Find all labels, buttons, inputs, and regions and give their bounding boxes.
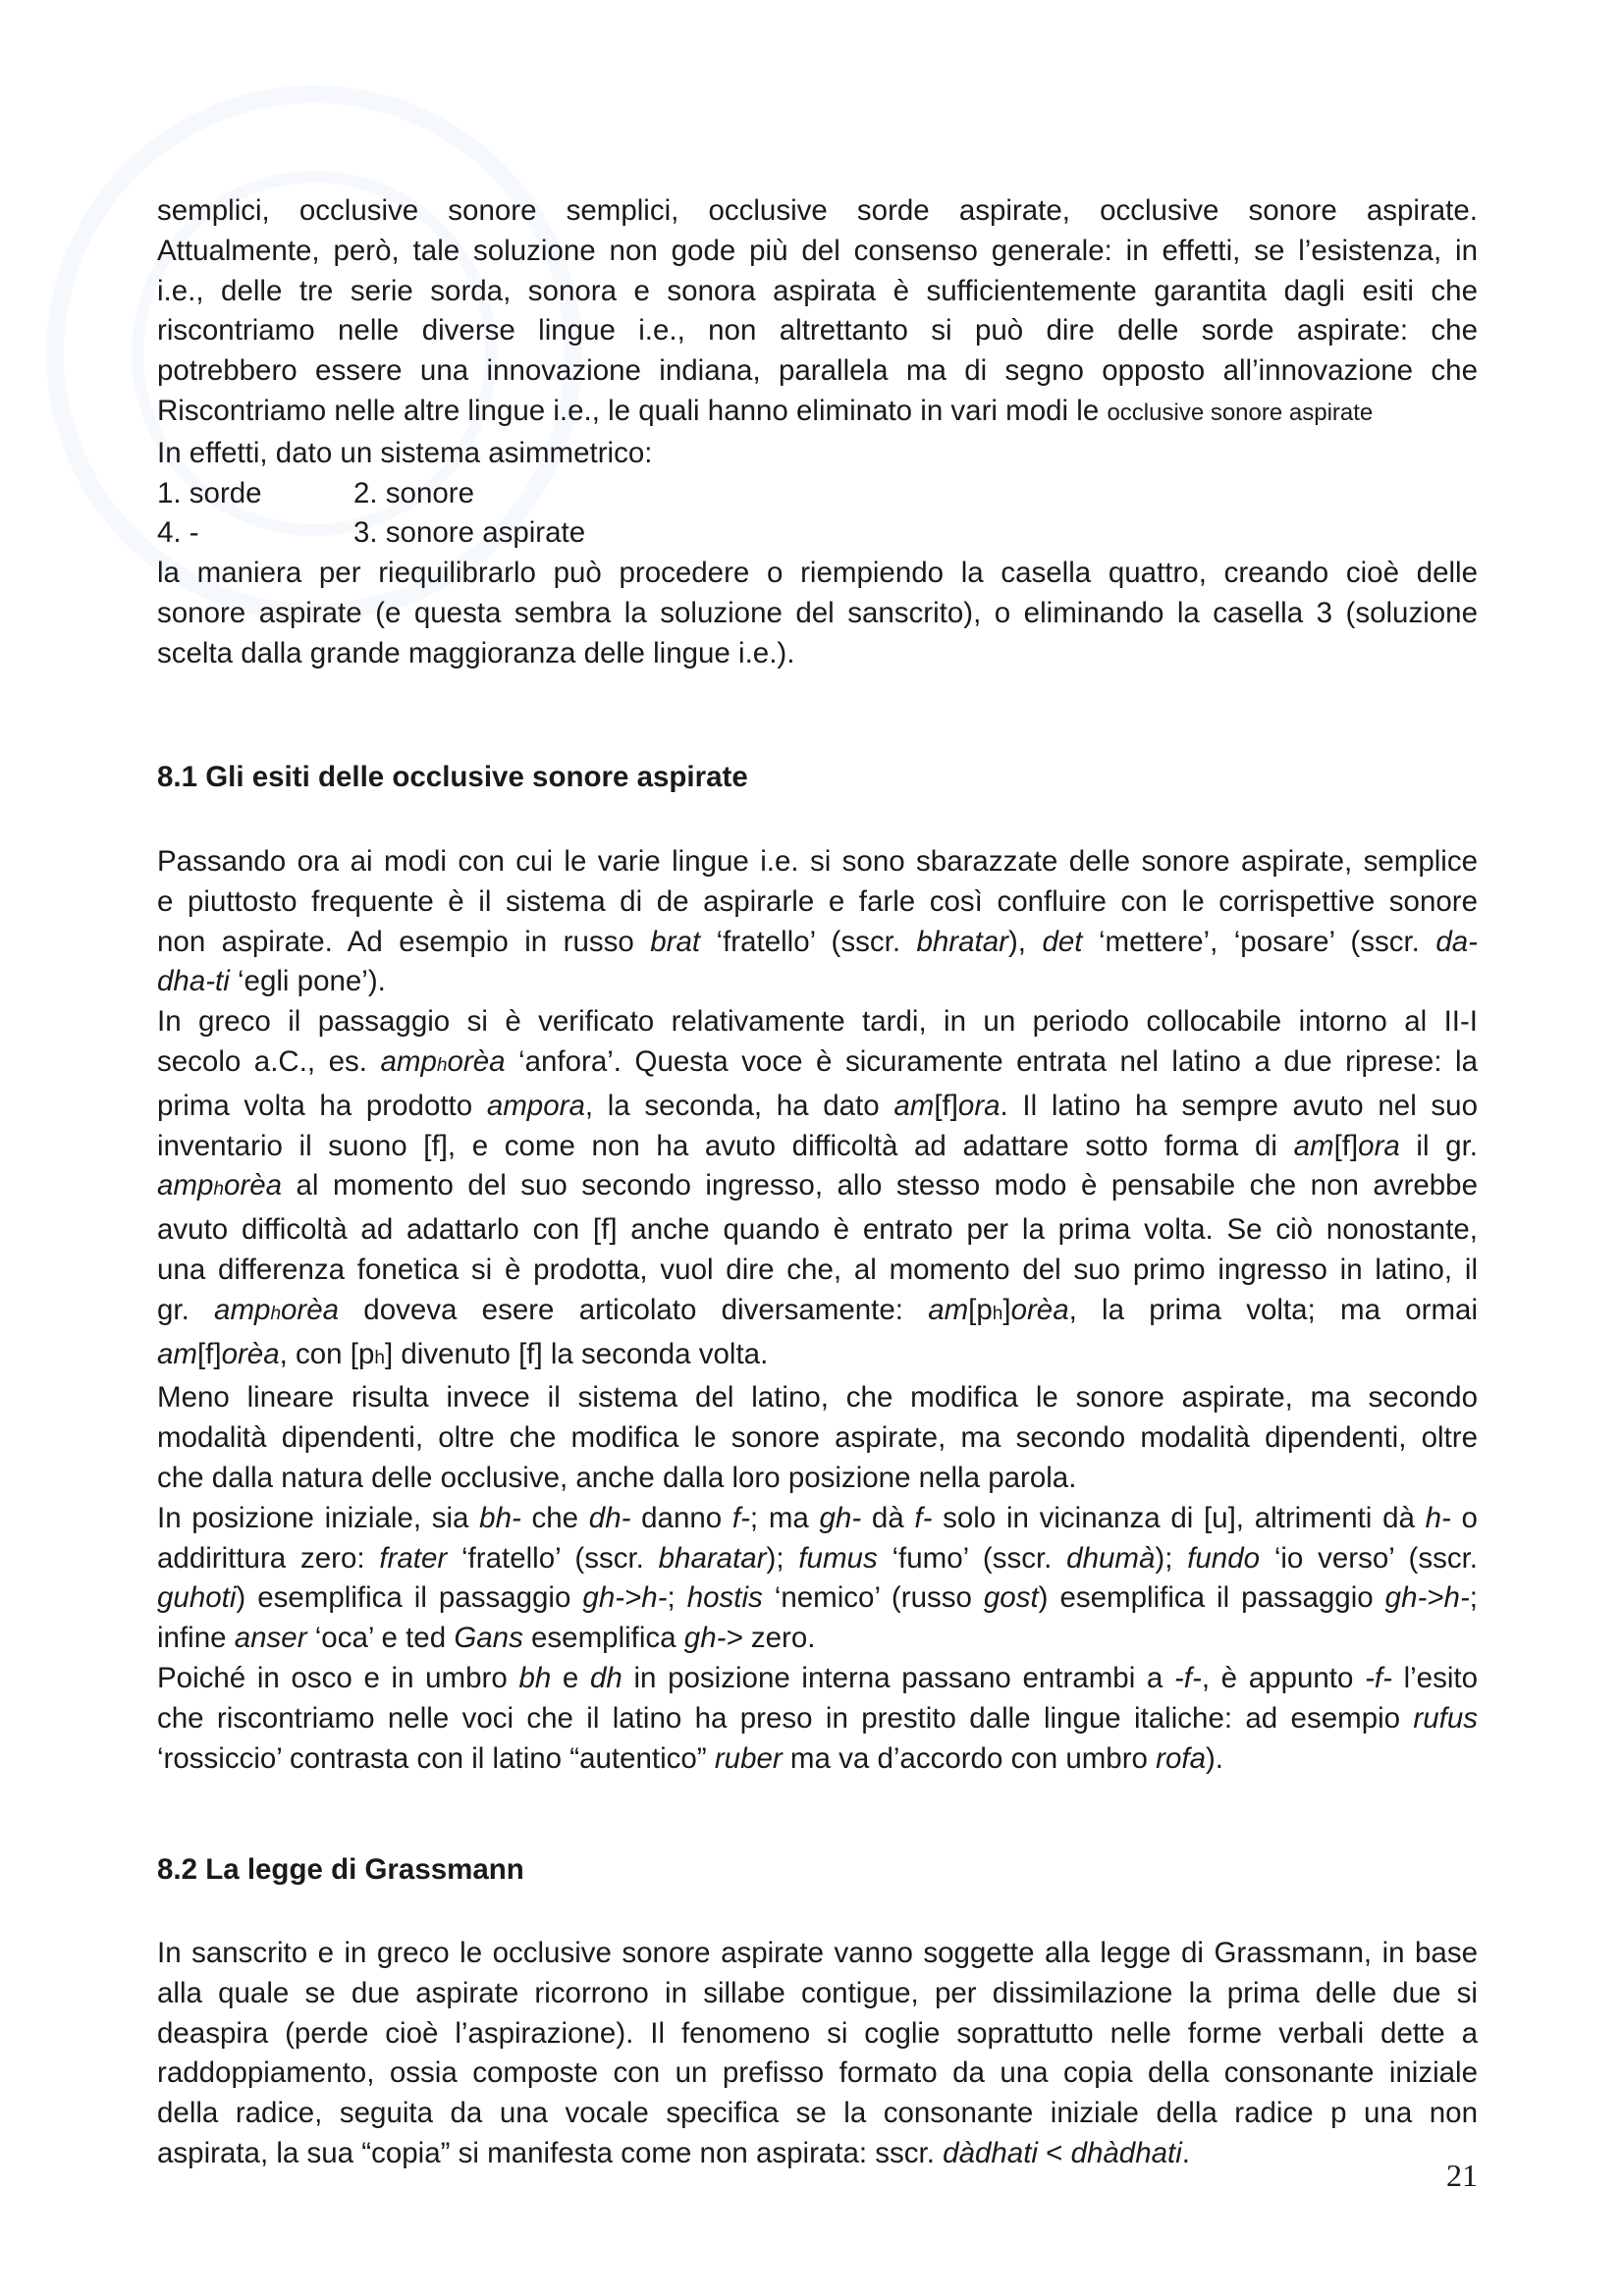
text-line: gr. amphorèa doveva esere articolato diversamente: am[ph]orèa, la prima volta; ma ormai bbox=[157, 1293, 1478, 1326]
text-line: infine anser ‘oca’ e ted Gans esemplifica gh-> zero. bbox=[157, 1622, 816, 1655]
text-line: Attualmente, però, tale soluzione non gode più del consenso generale: in effetti, se l’esistenza, in bbox=[157, 234, 1478, 267]
text-line: amphorèa al momento del suo secondo ingresso, allo stesso modo è pensabile che non avrebbe bbox=[157, 1169, 1478, 1202]
text-line: potrebbero essere una innovazione indiana, parallela ma di segno opposto all’innovazione che bbox=[157, 354, 1478, 388]
text-line: che dalla natura delle occlusive, anche dalla loro posizione nella parola. bbox=[157, 1461, 1077, 1494]
text-line: am[f]orèa, con [ph] divenuto [f] la seconda volta. bbox=[157, 1337, 769, 1370]
text-line: Meno lineare risulta invece il sistema del latino, che modifica le sonore aspirate, ma secondo bbox=[157, 1381, 1478, 1415]
text-line: i.e., delle tre serie sorda, sonora e sonora aspirata è sufficientemente garantita dagli esiti che bbox=[157, 274, 1478, 307]
text-line: che riscontriamo nelle voci che il latino ha preso in prestito dalle lingue italiche: ad esempio rufus bbox=[157, 1701, 1478, 1735]
text-line: Riscontriamo nelle altre lingue i.e., le quali hanno eliminato in vari modi le occlusive sonore aspirate bbox=[157, 394, 1374, 427]
text-line: ‘rossiccio’ contrasta con il latino “autentico” ruber ma va d’accordo con umbro rofa). bbox=[157, 1741, 1224, 1775]
text-line: riscontriamo nelle diverse lingue i.e., non altrettanto si può dire delle sorde aspirate: che bbox=[157, 314, 1478, 347]
text-line: dha-ti ‘egli pone’). bbox=[157, 965, 386, 998]
text-line: inventario il suono [f], e come non ha avuto difficoltà ad adattare sotto forma di am[f]ora il gr. bbox=[157, 1129, 1478, 1162]
section-heading-8-2: 8.2 La legge di Grassmann bbox=[157, 1853, 524, 1886]
text-line: la maniera per riequilibrarlo può procedere o riempiendo la casella quattro, creando cioè delle bbox=[157, 557, 1478, 590]
text-line: modalità dipendenti, oltre che modifica le sonore aspirate, ma secondo modalità dipendenti, oltre bbox=[157, 1421, 1478, 1455]
section-8-2-body bbox=[157, 1934, 1478, 2174]
text-line: addirittura zero: frater ‘fratello’ (sscr. bharatar); fumus ‘fumo’ (sscr. dhumà); fundo ‘io verso’ (sscr. bbox=[157, 1541, 1479, 1575]
text-line: e piuttosto frequente è il sistema di de aspirarle e farle così confluire con le corrispettive sonore bbox=[157, 884, 1478, 918]
text-line: una differenza fonetica si è prodotta, vuol dire che, al momento del suo primo ingresso in latino, il bbox=[157, 1253, 1478, 1286]
text-line: scelta dalla grande maggioranza delle lingue i.e.). bbox=[157, 636, 795, 669]
text-line: In greco il passaggio si è verificato relativamente tardi, in un periodo collocabile intorno al II-I bbox=[157, 1005, 1478, 1039]
system-intro: In effetti, dato un sistema asimmetrico: bbox=[157, 436, 653, 469]
text-line: guhoti) esemplifica il passaggio gh->h-; hostis ‘nemico’ (russo gost) esemplifica il passaggio gh->h-; bbox=[157, 1581, 1478, 1615]
text-line: prima volta ha prodotto ampora, la seconda, ha dato am[f]ora. Il latino ha sempre avuto nel suo bbox=[157, 1089, 1478, 1122]
text-line: In sanscrito e in greco le occlusive sonore aspirate vanno soggette alla legge di Grassmann, in base bbox=[157, 1937, 1478, 1969]
text-line: aspirata, la sua “copia” si manifesta come non aspirata: sscr. dàdhati < dhàdhati. bbox=[157, 2136, 1190, 2169]
text-line: deaspira (perde cioè l’aspirazione). Il fenomeno si coglie soprattutto nelle forme verbali dette a bbox=[157, 2016, 1478, 2050]
intro-paragraph bbox=[157, 191, 1478, 674]
text-line: Poiché in osco e in umbro bh e dh in posizione interna passano entrambi a -f-, è appunto -f- l’esito bbox=[157, 1661, 1478, 1694]
text-line: alla quale se due aspirate ricorrono in sillabe contigue, per dissimilazione la prima delle due si bbox=[157, 1976, 1478, 2009]
page-number: 21 bbox=[1446, 2158, 1478, 2193]
text-line: semplici, occlusive sonore semplici, occlusive sorde aspirate, occlusive sonore aspirate. bbox=[157, 194, 1478, 227]
text-line: Passando ora ai modi con cui le varie lingue i.e. si sono sbarazzate delle sonore aspirate, semplice bbox=[157, 845, 1478, 878]
text-line: In posizione iniziale, sia bh- che dh- danno f-; ma gh- dà f- solo in vicinanza di [u], altrimenti dà h- o bbox=[157, 1501, 1478, 1534]
text-line: della radice, seguita da una vocale specifica se la consonante iniziale della radice p una non bbox=[157, 2097, 1478, 2130]
section-8-1-body bbox=[157, 842, 1478, 1779]
text-line: raddoppiamento, ossia composte con un prefisso formato da una copia della consonante iniziale bbox=[157, 2056, 1478, 2090]
text-line: non aspirate. Ad esempio in russo brat ‘fratello’ (sscr. bhratar), det ‘mettere’, ‘posare’ (sscr. da- bbox=[157, 925, 1478, 958]
system-row-2: 4. - 3. sonore aspirate bbox=[157, 516, 586, 550]
text-line: secolo a.C., es. amphorèa ‘anfora’. Questa voce è sicuramente entrata nel latino a due riprese: la bbox=[157, 1044, 1479, 1078]
text-line: sonore aspirate (e questa sembra la soluzione del sanscrito), o eliminando la casella 3 (soluzione bbox=[157, 596, 1478, 629]
system-row-1: 1. sorde 2. sonore bbox=[157, 476, 474, 509]
section-heading-8-1: 8.1 Gli esiti delle occlusive sonore aspirate bbox=[157, 761, 748, 793]
text-line: avuto difficoltà ad adattarlo con [f] anche quando è entrato per la prima volta. Se ciò nonostante, bbox=[157, 1213, 1478, 1247]
